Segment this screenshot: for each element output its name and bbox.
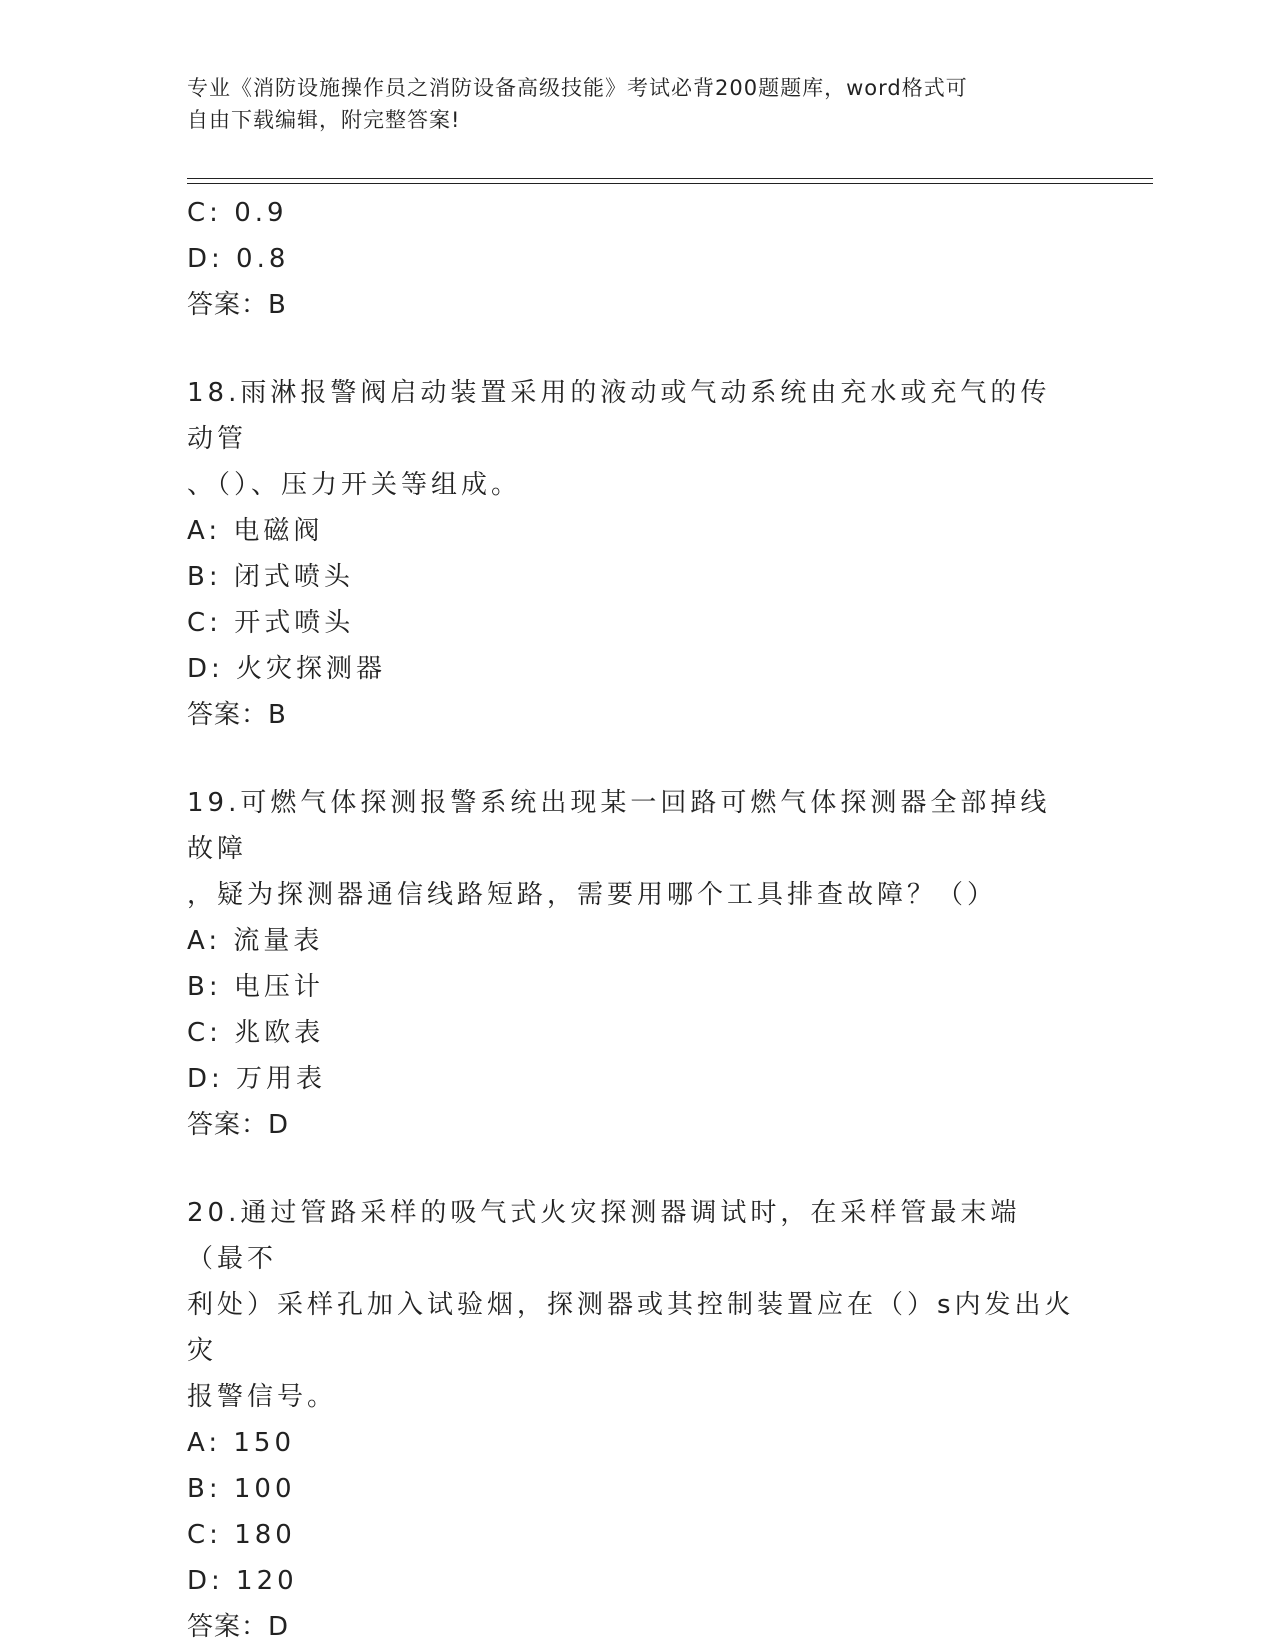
option-text: 开式喷头 — [234, 608, 355, 638]
option-row — [187, 918, 1077, 964]
answer-row — [187, 1604, 1077, 1650]
question-text: 雨淋报警阀启动装置采用的液动或气动系统由充水或充气的传动管 — [187, 378, 1051, 454]
option-key: C: — [187, 608, 222, 638]
answer-row — [187, 692, 1077, 738]
answer-label: 答案： — [187, 1612, 269, 1642]
question-stem-line — [187, 1190, 1077, 1282]
answer-value: D — [268, 1612, 290, 1642]
option-row — [187, 1056, 1077, 1102]
option-row — [187, 964, 1077, 1010]
question-stem-line — [187, 370, 1077, 462]
question-stem-line: 、（）、压力开关等组成。 — [187, 470, 522, 500]
option-text: 180 — [234, 1520, 296, 1550]
question-number: 20. — [187, 1198, 241, 1228]
option-row — [187, 508, 1077, 554]
answer-value: B — [268, 290, 287, 320]
option-text: 流量表 — [233, 926, 324, 956]
question-stem-line: 利处）采样孔加入试验烟，探测器或其控制装置应在（）s内发出火灾 — [187, 1290, 1075, 1366]
option-key: C: — [187, 1520, 222, 1550]
option-key: C: — [187, 198, 222, 228]
question-stem-line: ，疑为探测器通信线路短路，需要用哪个工具排查故障？（） — [187, 880, 998, 910]
option-row — [187, 236, 1077, 282]
option-text: 电磁阀 — [233, 516, 324, 546]
option-row — [187, 1420, 1077, 1466]
option-text: 兆欧表 — [234, 1018, 325, 1048]
option-text: 火灾探测器 — [236, 654, 387, 684]
option-text: 100 — [233, 1474, 296, 1504]
question-19 — [187, 780, 1077, 1148]
option-key: D: — [187, 1566, 224, 1596]
option-text: 150 — [233, 1428, 295, 1458]
option-text: 万用表 — [236, 1064, 327, 1094]
answer-value: D — [268, 1110, 290, 1140]
option-text: 电压计 — [233, 972, 324, 1002]
previous-question-tail — [187, 190, 1077, 328]
option-row — [187, 190, 1077, 236]
answer-label: 答案： — [187, 290, 269, 320]
question-number: 19. — [187, 788, 241, 818]
header-line-1: 专业《消防设施操作员之消防设备高级技能》考试必背200题题库，word格式可 — [187, 76, 968, 100]
option-key: A: — [187, 516, 222, 546]
option-row — [187, 1010, 1077, 1056]
option-key: B: — [187, 1474, 222, 1504]
header-rule-top — [187, 178, 1153, 179]
question-stem-line: 报警信号。 — [187, 1382, 338, 1412]
header-line-2: 自由下载编辑，附完整答案! — [187, 108, 461, 132]
answer-row — [187, 1102, 1077, 1148]
option-key: C: — [187, 1018, 222, 1048]
answer-label: 答案： — [187, 1110, 269, 1140]
option-row — [187, 600, 1077, 646]
question-stem-line — [187, 780, 1077, 872]
document-header — [187, 72, 1087, 136]
header-rule-bottom — [187, 183, 1153, 184]
option-row — [187, 1466, 1077, 1512]
option-text: 0.9 — [234, 198, 288, 228]
option-key: B: — [187, 972, 222, 1002]
question-18 — [187, 370, 1077, 738]
option-row — [187, 554, 1077, 600]
document-body — [187, 190, 1077, 1650]
answer-label: 答案： — [187, 700, 269, 730]
option-text: 0.8 — [236, 244, 290, 274]
option-key: D: — [187, 1064, 224, 1094]
question-text: 通过管路采样的吸气式火灾探测器调试时，在采样管最末端（最不 — [187, 1198, 1021, 1274]
question-text: 可燃气体探测报警系统出现某一回路可燃气体探测器全部掉线故障 — [187, 788, 1051, 864]
answer-row — [187, 282, 1077, 328]
option-key: B: — [187, 562, 222, 592]
question-20 — [187, 1190, 1077, 1650]
option-text: 120 — [236, 1566, 298, 1596]
option-row — [187, 1512, 1077, 1558]
option-key: A: — [187, 1428, 222, 1458]
question-number: 18. — [187, 378, 241, 408]
option-text: 闭式喷头 — [233, 562, 354, 592]
option-key: A: — [187, 926, 222, 956]
option-key: D: — [187, 244, 224, 274]
answer-value: B — [268, 700, 287, 730]
option-key: D: — [187, 654, 224, 684]
option-row — [187, 1558, 1077, 1604]
option-row — [187, 646, 1077, 692]
